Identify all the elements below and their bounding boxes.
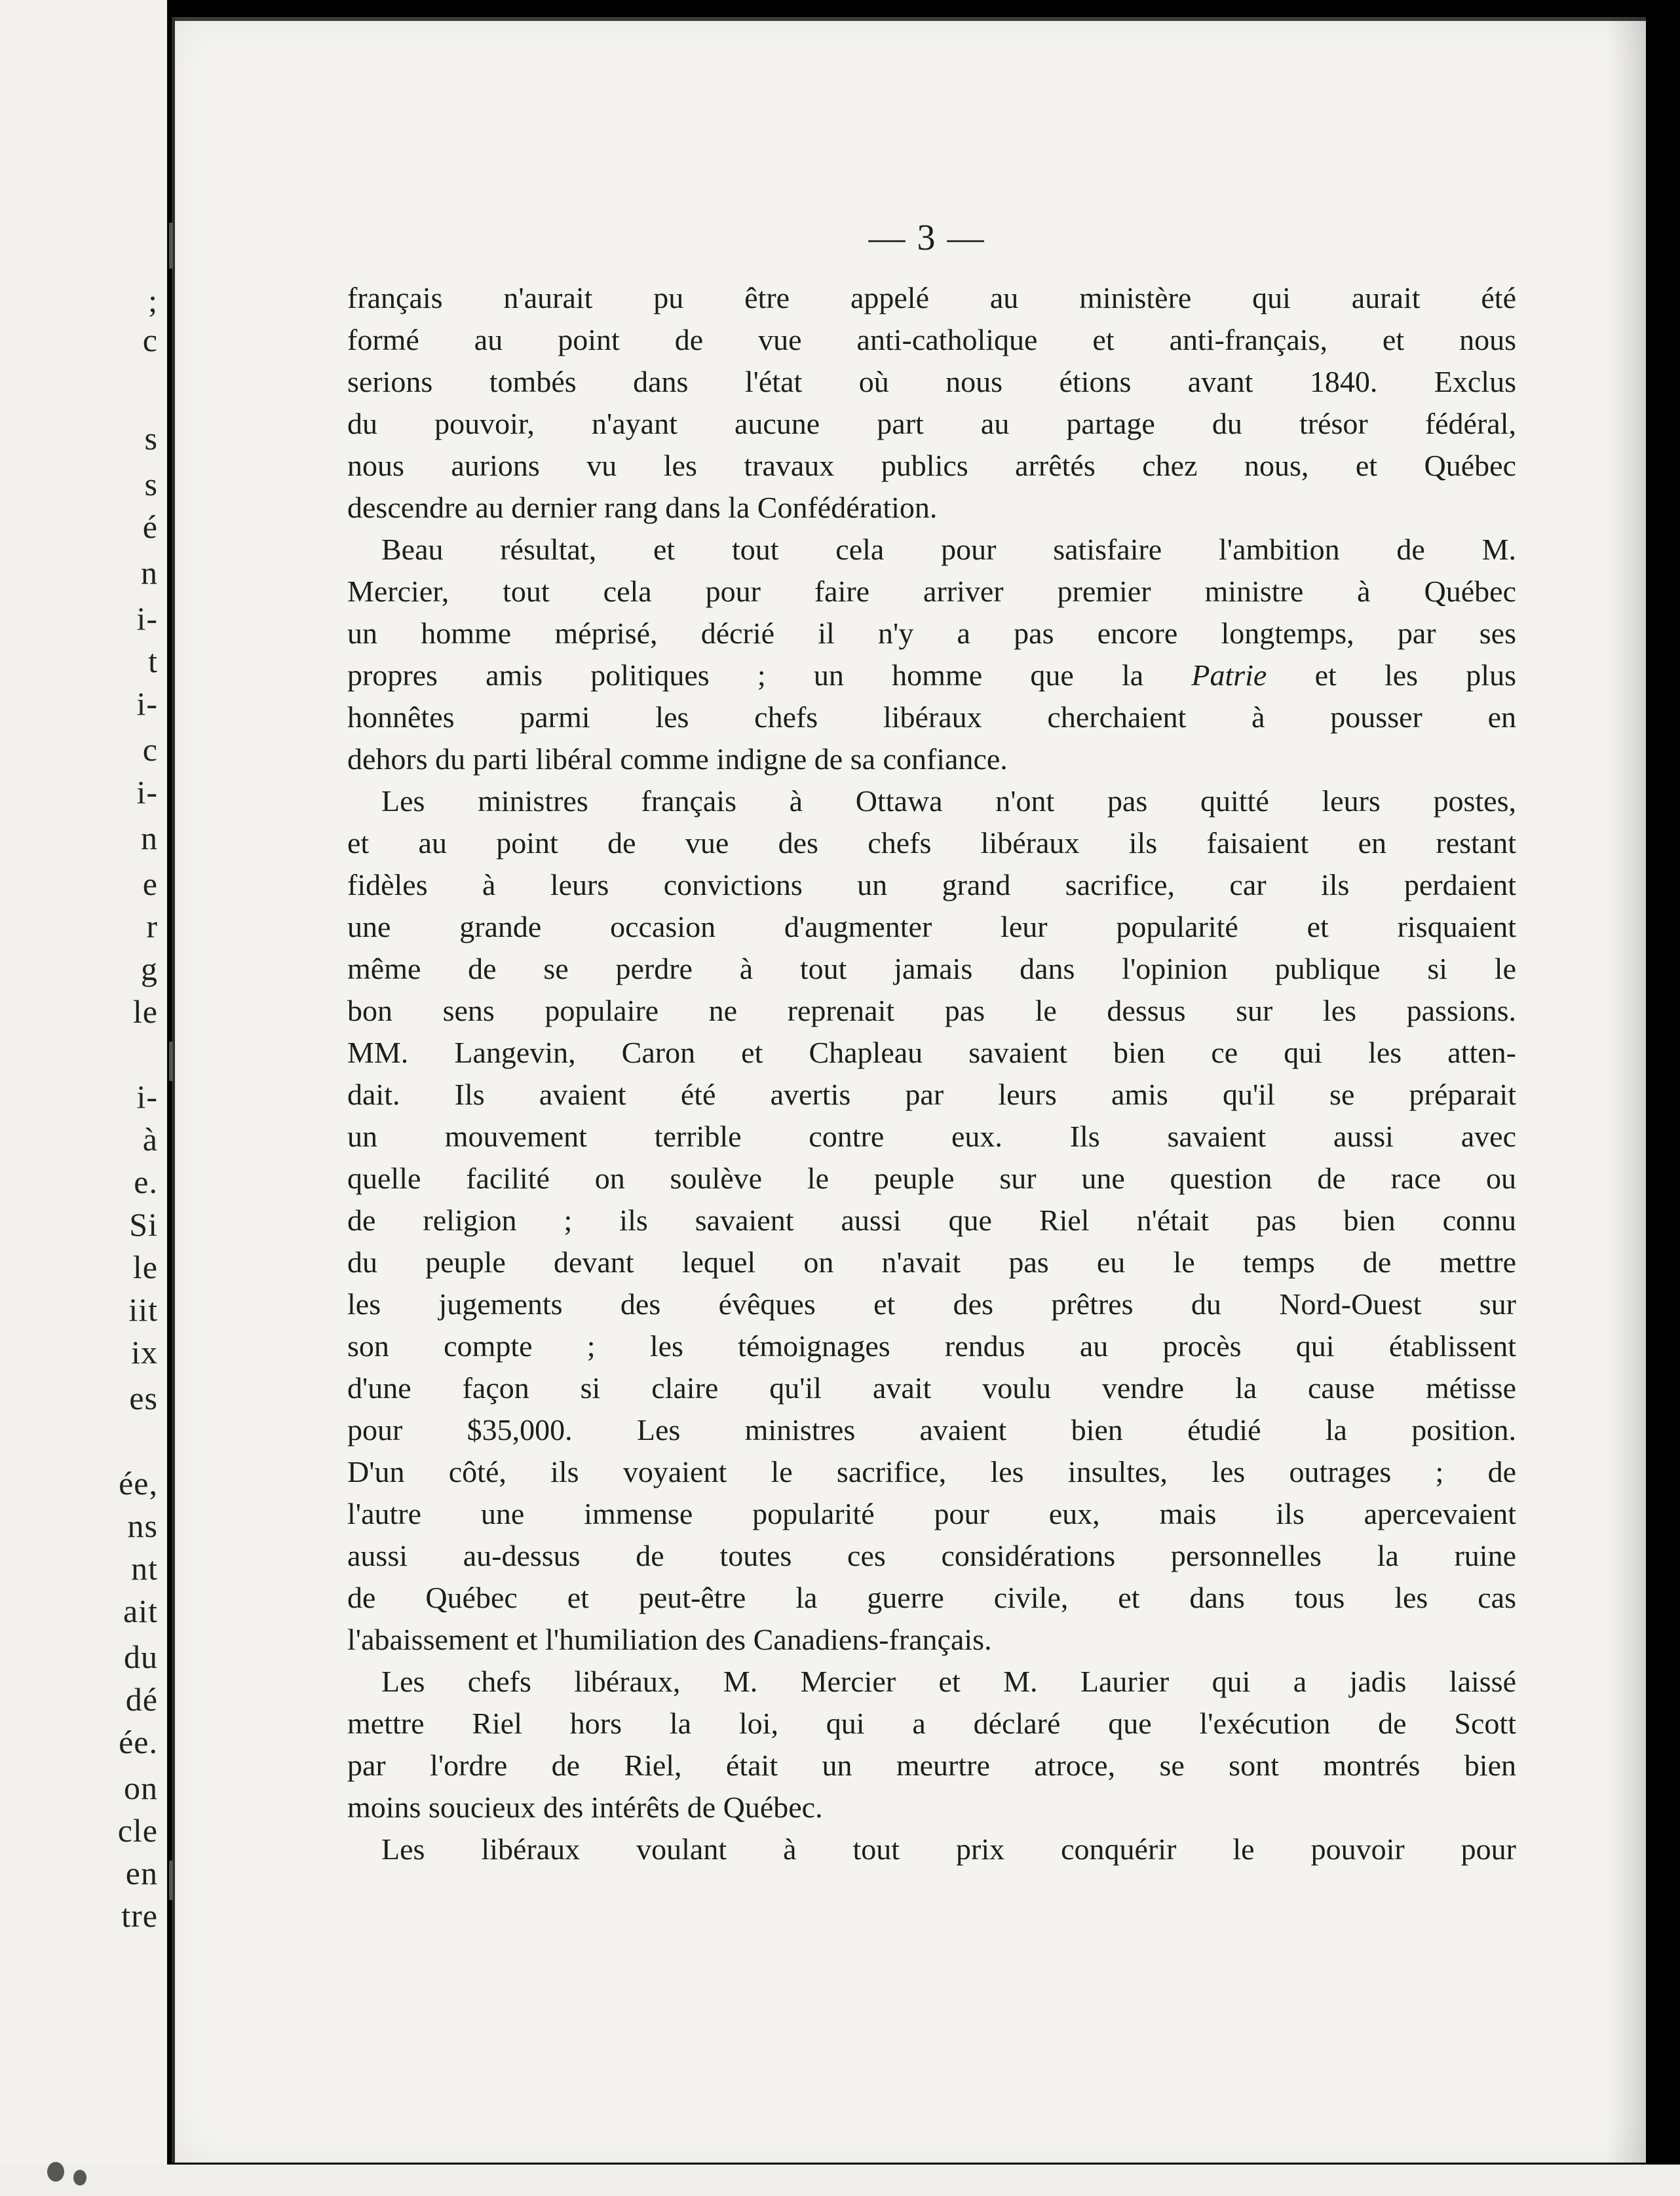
text-line: du peuple devant lequel on n'avait pas eu le temps de mettre bbox=[347, 1245, 1516, 1279]
margin-fragment: e. bbox=[134, 1164, 158, 1200]
text-line: dait. Ils avaient été avertis par leurs amis qu'il se préparait bbox=[347, 1078, 1516, 1111]
page-top-edge bbox=[175, 17, 1646, 21]
margin-fragment: on bbox=[124, 1770, 158, 1806]
margin-fragment: à bbox=[142, 1121, 158, 1158]
bottom-edge bbox=[0, 2165, 1680, 2196]
text-line: de religion ; ils savaient aussi que Riel n'était pas bien connu bbox=[347, 1203, 1516, 1237]
previous-page-edge bbox=[0, 0, 167, 2196]
text-line: descendre au dernier rang dans la Confédération. bbox=[347, 491, 938, 524]
margin-fragment: e bbox=[142, 865, 158, 902]
text-line: Les chefs libéraux, M. Mercier et M. Laurier qui a jadis laissé bbox=[381, 1665, 1516, 1698]
text-line: une grande occasion d'augmenter leur popularité et risquaient bbox=[347, 910, 1516, 943]
text-line: d'une façon si claire qu'il avait voulu vendre la cause métisse bbox=[347, 1371, 1516, 1405]
text-line: D'un côté, ils voyaient le sacrifice, les insultes, les outrages ; de bbox=[347, 1455, 1516, 1488]
margin-fragment: es bbox=[129, 1380, 158, 1416]
margin-fragment: é bbox=[142, 508, 158, 545]
margin-fragment: t bbox=[148, 643, 158, 679]
text-line: nous aurions vu les travaux publics arrêtés chez nous, et Québec bbox=[347, 449, 1516, 482]
margin-fragment: g bbox=[141, 951, 158, 987]
margin-fragment: s bbox=[144, 420, 158, 457]
text-line: aussi au-dessus de toutes ces considérations personnelles la ruine bbox=[347, 1539, 1516, 1572]
text-line: honnêtes parmi les chefs libéraux cherchaient à pousser en bbox=[347, 700, 1516, 734]
margin-fragment: n bbox=[141, 820, 158, 856]
text-line: Mercier, tout cela pour faire arriver premier ministre à Québec bbox=[347, 575, 1516, 608]
text-line: moins soucieux des intérêts de Québec. bbox=[347, 1790, 823, 1824]
margin-fragment: tre bbox=[121, 1897, 158, 1934]
margin-fragment: n bbox=[141, 554, 158, 591]
margin-fragment: ns bbox=[127, 1507, 158, 1544]
text-line: serions tombés dans l'état où nous étions avant 1840. Exclus bbox=[347, 365, 1516, 398]
ink-smudge bbox=[73, 2170, 86, 2186]
text-line: un mouvement terrible contre eux. Ils savaient aussi avec bbox=[347, 1120, 1516, 1153]
margin-fragment: le bbox=[132, 1249, 158, 1285]
binding-mark-bottom bbox=[169, 1861, 173, 1900]
margin-fragment: r bbox=[146, 908, 158, 945]
text-line: et au point de vue des chefs libéraux ils faisaient en restant bbox=[347, 826, 1516, 860]
margin-fragment: i- bbox=[136, 774, 158, 810]
text-line: l'abaissement et l'humiliation des Canadiens-français. bbox=[347, 1623, 992, 1656]
text-line: son compte ; les témoignages rendus au procès qui établissent bbox=[347, 1329, 1516, 1363]
text-line: mettre Riel hors la loi, qui a déclaré que l'exécution de Scott bbox=[347, 1707, 1516, 1740]
text-line: fidèles à leurs convictions un grand sacrifice, car ils perdaient bbox=[347, 868, 1516, 901]
text-line: quelle facilité on soulève le peuple sur une question de race ou bbox=[347, 1162, 1516, 1195]
newspaper-title: Patrie bbox=[1191, 658, 1267, 692]
text-line: par l'ordre de Riel, était un meurtre atroce, se sont montrés bien bbox=[347, 1749, 1516, 1782]
text-line: même de se perdre à tout jamais dans l'opinion publique si le bbox=[347, 952, 1516, 985]
margin-fragment: dé bbox=[125, 1681, 158, 1718]
margin-fragment: s bbox=[144, 466, 158, 502]
margin-fragment: i- bbox=[136, 1078, 158, 1115]
text-line: un homme méprisé, décrié il n'y a pas encore longtemps, par ses bbox=[347, 616, 1516, 650]
binding-mark-top bbox=[169, 223, 173, 269]
margin-fragment: ix bbox=[131, 1334, 158, 1371]
body-text bbox=[347, 277, 1516, 1870]
text-line: du pouvoir, n'ayant aucune part au partage du trésor fédéral, bbox=[347, 407, 1516, 440]
text-line: de Québec et peut-être la guerre civile, et dans tous les cas bbox=[347, 1581, 1516, 1614]
margin-fragment: c bbox=[142, 731, 158, 768]
margin-fragment: ée, bbox=[119, 1465, 158, 1502]
text-line: l'autre une immense popularité pour eux, mais ils apercevaient bbox=[347, 1497, 1516, 1530]
text-line: formé au point de vue anti-catholique et anti-français, et nous bbox=[347, 323, 1516, 356]
margin-fragment: ée. bbox=[119, 1724, 158, 1760]
document-page bbox=[172, 17, 1646, 2163]
margin-fragment: le bbox=[132, 993, 158, 1030]
page-number: — 3 — bbox=[868, 218, 985, 258]
text-line: Beau résultat, et tout cela pour satisfaire l'ambition de M. bbox=[381, 533, 1516, 566]
margin-fragment: cle bbox=[117, 1812, 158, 1849]
margin-fragment: ; bbox=[148, 282, 158, 319]
margin-fragment: ait bbox=[123, 1593, 158, 1629]
margin-fragment: en bbox=[125, 1855, 158, 1891]
margin-fragment: nt bbox=[131, 1550, 158, 1587]
ink-smudge bbox=[47, 2162, 64, 2182]
binding-mark-middle bbox=[169, 1042, 173, 1081]
text-line: MM. Langevin, Caron et Chapleau savaient bien ce qui les atten- bbox=[347, 1036, 1516, 1069]
margin-fragment: c bbox=[142, 322, 158, 358]
text-line: pour $35,000. Les ministres avaient bien étudié la position. bbox=[347, 1413, 1516, 1447]
margin-fragment: i- bbox=[136, 600, 158, 637]
text-line: propres amis politiques ; un homme que la Patrie et les plus bbox=[347, 658, 1516, 692]
text-line: Les libéraux voulant à tout prix conquérir le pouvoir pour bbox=[381, 1832, 1516, 1866]
margin-fragment: du bbox=[124, 1638, 158, 1675]
text-line: Les ministres français à Ottawa n'ont pas quitté leurs postes, bbox=[381, 784, 1516, 818]
margin-fragment: Si bbox=[129, 1206, 158, 1243]
text-line: les jugements des évêques et des prêtres du Nord-Ouest sur bbox=[347, 1287, 1516, 1321]
text-line: français n'aurait pu être appelé au ministère qui aurait été bbox=[347, 281, 1516, 314]
text-line: dehors du parti libéral comme indigne de sa confiance. bbox=[347, 742, 1008, 776]
margin-fragment: iit bbox=[128, 1291, 158, 1328]
margin-fragment: i- bbox=[136, 685, 158, 722]
page-right-shadow bbox=[1607, 17, 1646, 2163]
text-line: bon sens populaire ne reprenait pas le dessus sur les passions. bbox=[347, 994, 1516, 1027]
